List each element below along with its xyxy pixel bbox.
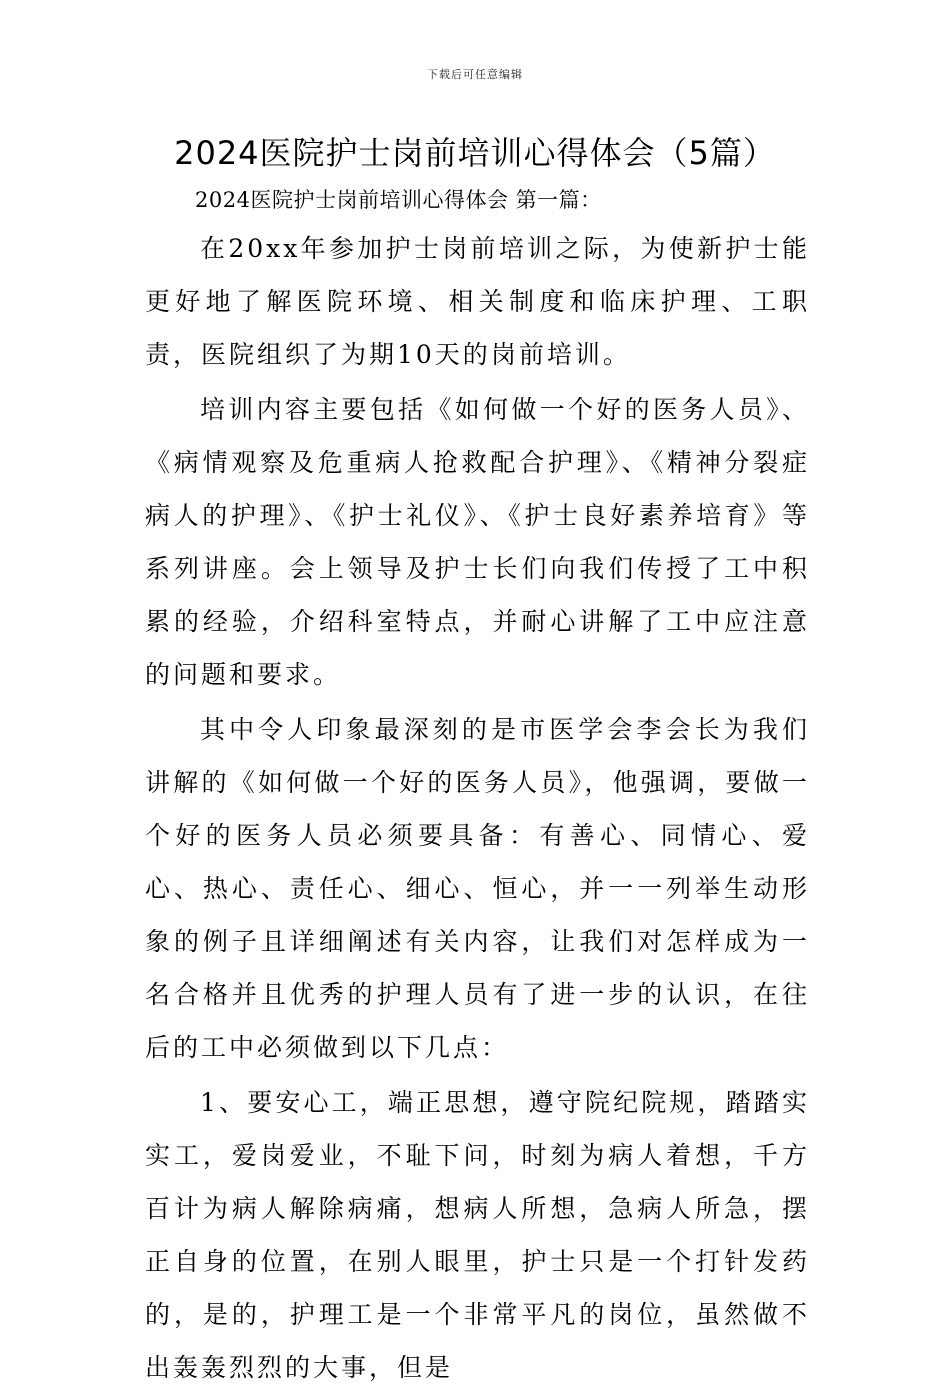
- paragraph-3: 其中令人印象最深刻的是市医学会李会长为我们讲解的《如何做一个好的医务人员》，他强调，要做一个好的医务人员必须要具备：有善心、同情心、爱心、热心、责任心、细心、恒心，并一一列举生动形象的例子且详细阐述有关内容，让我们对怎样成为一名合格并且优秀的护理人员有了进一步的认识，在往后的工中必须做到以下几点：: [145, 715, 810, 1062]
- paragraph-1: 在20xx年参加护士岗前培训之际，为使新护士能更好地了解医院环境、相关制度和临床护理、工职责，医院组织了为期10天的岗前培训。: [145, 234, 810, 369]
- paragraph-4: 1、要安心工，端正思想，遵守院纪院规，踏踏实实工，爱岗爱业，不耻下问，时刻为病人着想，千方百计为病人解除病痛，想病人所想，急病人所急，摆正自身的位置，在别人眼里，护士只是一个打针发药的，是的，护理工是一个非常平凡的岗位，虽然做不出轰轰烈烈的大事，但是: [145, 1088, 810, 1382]
- paragraph-2: 培训内容主要包括《如何做一个好的医务人员》、《病情观察及危重病人抢救配合护理》、《精神分裂症病人的护理》、《护士礼仪》、《护士良好素养培育》等系列讲座。会上领导及护士长们向我们传授了工中积累的经验，介绍科室特点，并耐心讲解了工中应注意的问题和要求。: [145, 395, 810, 689]
- header-note: 下载后可任意编辑: [427, 68, 523, 81]
- document-body: [145, 222, 810, 1394]
- document-title: 2024医院护士岗前培训心得体会（5篇）: [174, 134, 776, 172]
- document-subtitle: 2024医院护士岗前培训心得体会 第一篇：: [195, 188, 602, 212]
